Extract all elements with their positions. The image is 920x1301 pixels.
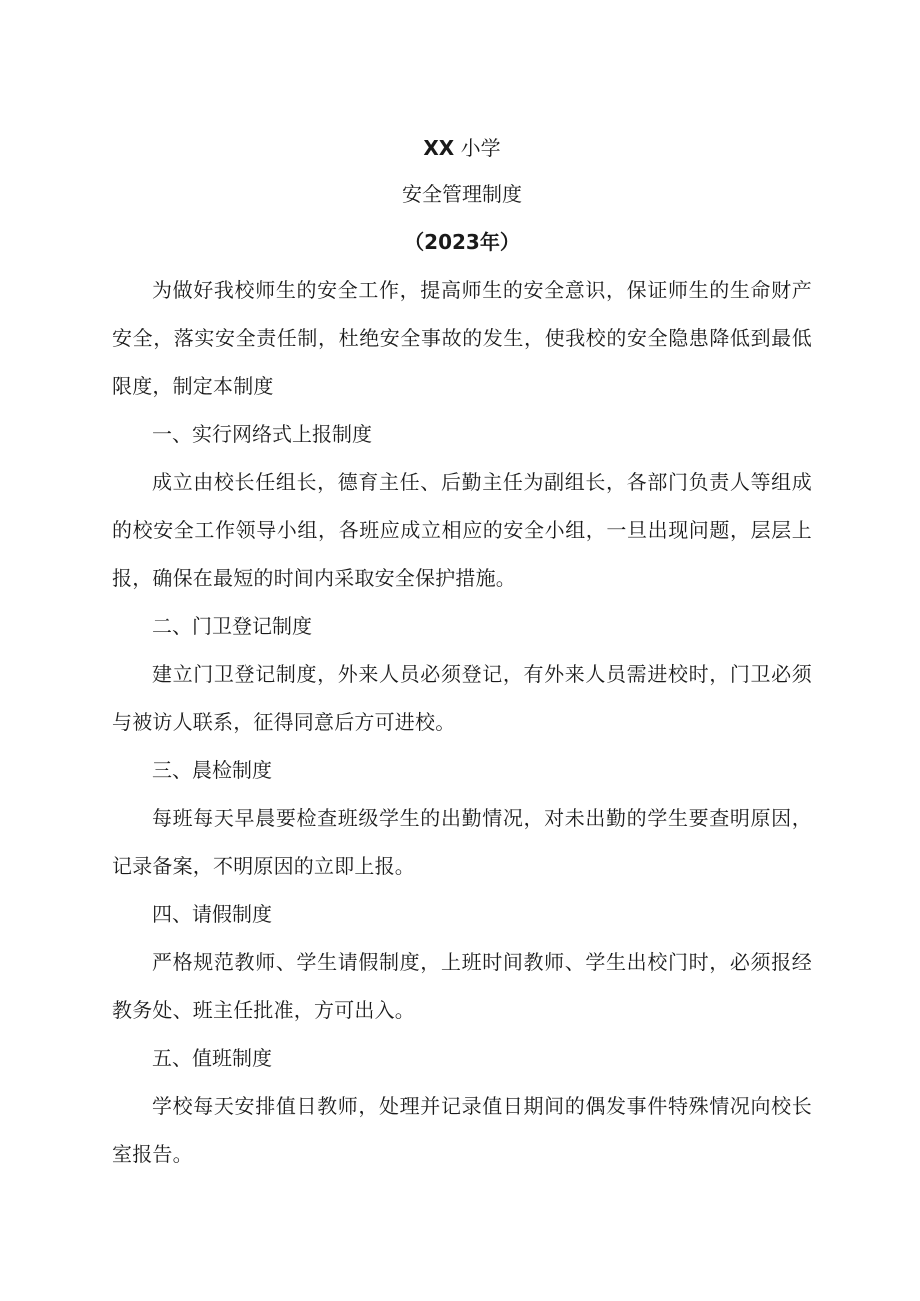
section-heading-1: 一、实行网络式上报制度 — [152, 422, 372, 446]
year-number: 2023 — [424, 230, 480, 254]
intro-paragraph: 为做好我校师生的安全工作，提高师生的安全意识，保证师生的生命财产安全，落实安全责任制，杜绝安全事故的发生，使我校的安全隐患降低到最低限度，制定本制度 — [112, 278, 812, 398]
school-prefix: XX — [423, 136, 455, 160]
section-heading-3: 三、晨检制度 — [152, 758, 272, 782]
document-year — [112, 218, 812, 266]
section-heading-2: 二、门卫登记制度 — [152, 614, 312, 638]
year-open-paren: （ — [404, 230, 425, 254]
section-body-1: 成立由校长任组长，德育主任、后勤主任为副组长，各部门负责人等组成的校安全工作领导小组，各班应成立相应的安全小组，一旦出现问题，层层上报，确保在最短的时间内采取安全保护措施。 — [112, 470, 812, 590]
section-heading-5: 五、值班制度 — [152, 1046, 272, 1070]
section-body-5: 学校每天安排值日教师，处理并记录值日期间的偶发事件特殊情况向校长室报告。 — [112, 1094, 812, 1166]
section-body-2: 建立门卫登记制度，外来人员必须登记，有外来人员需进校时，门卫必须与被访人联系，征得同意后方可进校。 — [112, 662, 812, 734]
school-name — [112, 124, 812, 170]
school-suffix: 小学 — [460, 136, 501, 160]
section-body-4: 严格规范教师、学生请假制度，上班时间教师、学生出校门时，必须报经教务处、班主任批准，方可出入。 — [112, 950, 812, 1022]
year-suffix: 年） — [479, 230, 520, 254]
section-heading-4: 四、请假制度 — [152, 902, 272, 926]
section-body-3: 每班每天早晨要检查班级学生的出勤情况，对未出勤的学生要查明原因，记录备案，不明原因的立即上报。 — [112, 806, 812, 878]
document-title: 安全管理制度 — [402, 182, 522, 206]
document-page — [112, 124, 812, 1178]
